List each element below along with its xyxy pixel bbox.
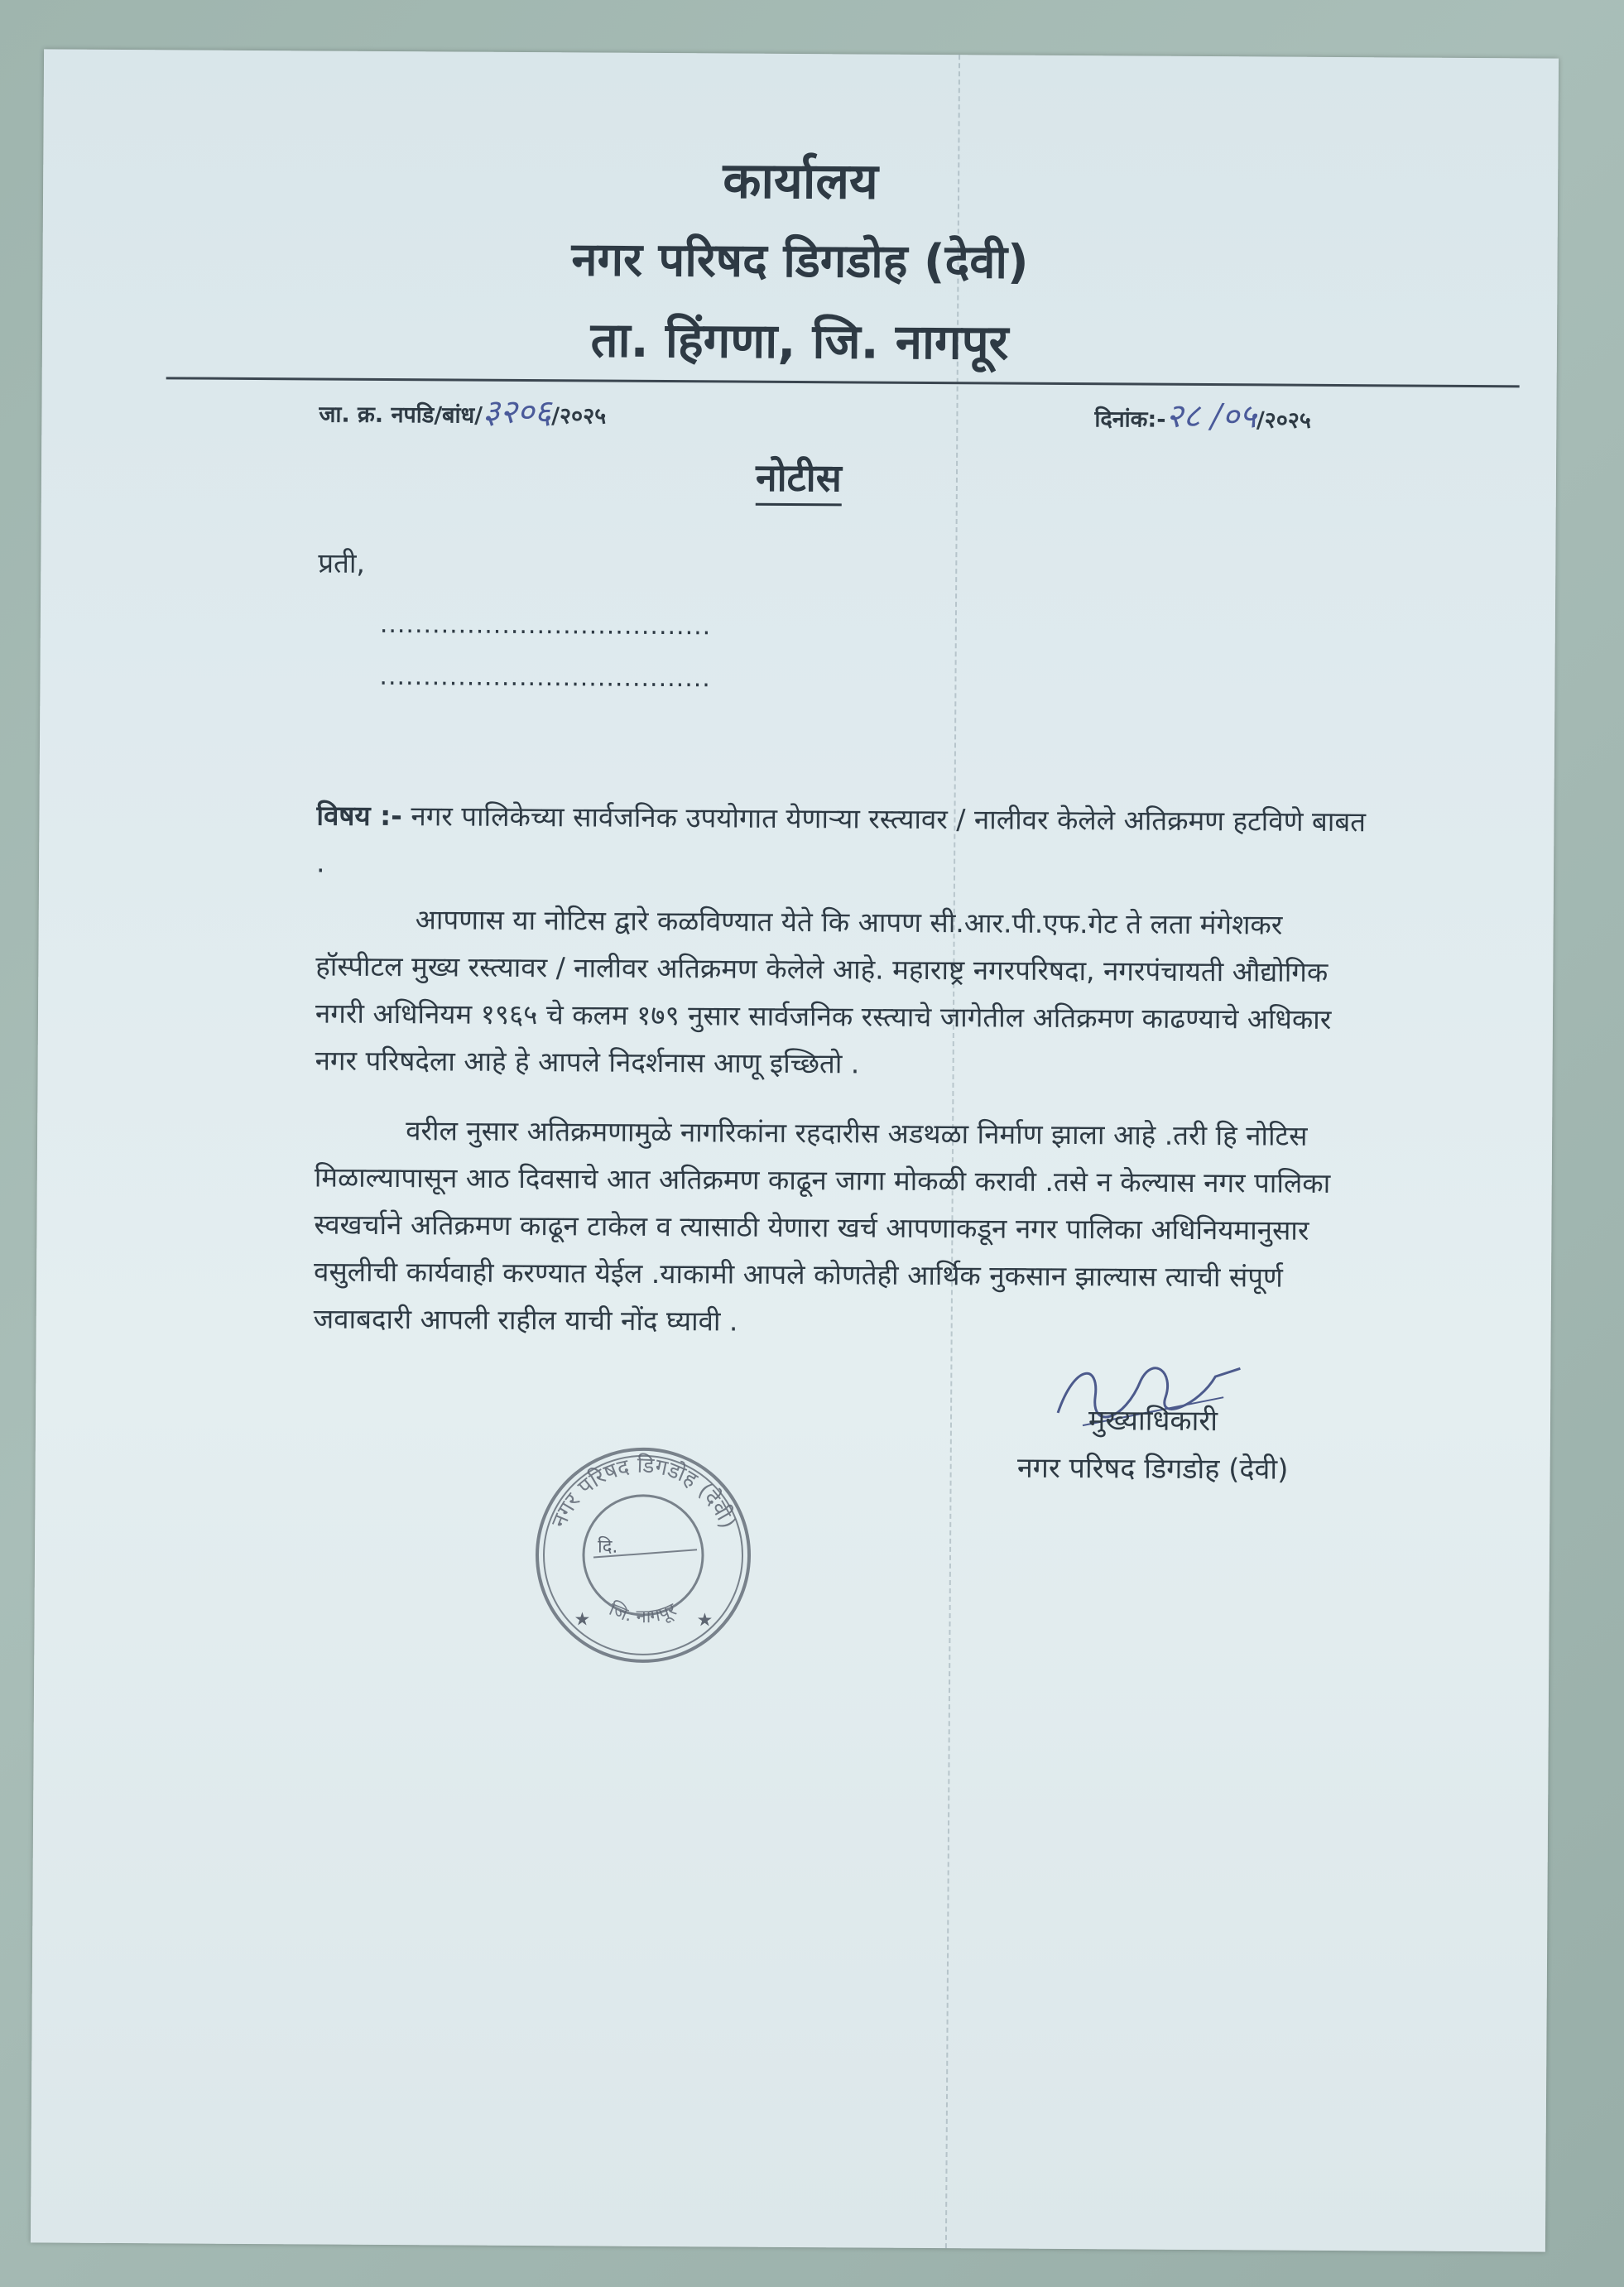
notice-title: नोटीस	[41, 446, 1556, 507]
reference-handwritten-number: ३२०६	[482, 392, 552, 432]
addressee-prefix: प्रती,	[318, 546, 366, 579]
reference-year: /२०२५	[551, 403, 607, 430]
reference-number	[319, 386, 606, 433]
signatory-designation: मुख्याधिकारी	[1088, 1404, 1218, 1439]
seal-star-icon: ★	[574, 1609, 591, 1631]
body-paragraph-2: वरील नुसार अतिक्रमणामुळे नागरिकांना रहदारीस अडथळा निर्माण झाला आहे .तरी हि नोटिस मिळाल्यापासून आठ दिवसाचे आत अतिक्रमण काढून जागा मोकळी करावी .तसे न केल्यास नगर पालिका स्वखर्चाने अतिक्रमण काढून टाकेल व त्यासाठी येणारा खर्च आपणाकडून नगर पालिका अधिनियमानुसार वसुलीची कार्यवाही करण्यात येईल .याकामी आपले कोणतेही आर्थिक नुकसान झाल्यास त्याची संपूर्ण जवाबदारी आपली राहील याची नोंद घ्यावी .	[313, 1114, 1331, 1338]
seal-inner-text: दि.	[597, 1536, 618, 1558]
date-year: /२०२५	[1256, 407, 1311, 434]
svg-text:जि. नागपूर	[606, 1598, 680, 1628]
body-paragraph-1: आपणास या नोटिस द्वारे कळविण्यात येते कि आपण सी.आर.पी.एफ.गेट ते लता मंगेशकर हॉस्पीटल मुख्य रस्त्यावर / नालीवर अतिक्रमण केलेले आहे. महाराष्ट्र नगरपरिषदा, नगरपंचायती औद्योगिक नगरी अधिनियम १९६५ चे कलम १७९ नुसार सार्वजनिक रस्त्याचे जागेतील अतिक्रमण काढण्याचे अधिकार नगर परिषदेला आहे हे आपले निदर्शनास आणू इच्छितो .	[315, 903, 1332, 1080]
seal-bottom-text: जि. नागपूर	[605, 1598, 680, 1628]
seal-star-icon: ★	[696, 1610, 714, 1631]
letterhead-location: ता. हिंगणा, जि. नागपूर	[590, 311, 1009, 371]
reference-label: जा. क्र. नपडि/बांध/	[319, 401, 483, 429]
subject-line	[316, 791, 1372, 892]
letterhead-office: कार्यालय	[723, 151, 879, 211]
date-label: दिनांक:-	[1094, 406, 1166, 433]
notice-paper	[31, 49, 1559, 2251]
signatory-office: नगर परिषद डिगडोह (देवी)	[1016, 1451, 1289, 1487]
subject-text: नगर पालिकेच्या सार्वजनिक उपयोगात येणाऱ्या रस्त्यावर / नालीवर केलेले अतिक्रमण हटविणे बाबत .	[315, 800, 1367, 879]
official-seal-stamp	[531, 1443, 756, 1668]
letterhead-council-name: नगर परिषद डिगडोह (देवी)	[571, 233, 1029, 290]
subject-label: विषय :-	[316, 799, 403, 833]
seal-outer-text: नगर परिषद डिगडोह (देवी)	[546, 1453, 740, 1532]
svg-text:नगर परिषद डिगडोह (देवी)	[547, 1452, 741, 1532]
addressee-blank-line-1: ......................................	[379, 609, 712, 641]
date-handwritten-value: २८ /०५	[1165, 396, 1257, 436]
addressee-blank-line-2: ......................................	[379, 661, 711, 694]
notice-date	[1094, 391, 1311, 438]
signatory-block	[945, 1396, 1360, 1494]
